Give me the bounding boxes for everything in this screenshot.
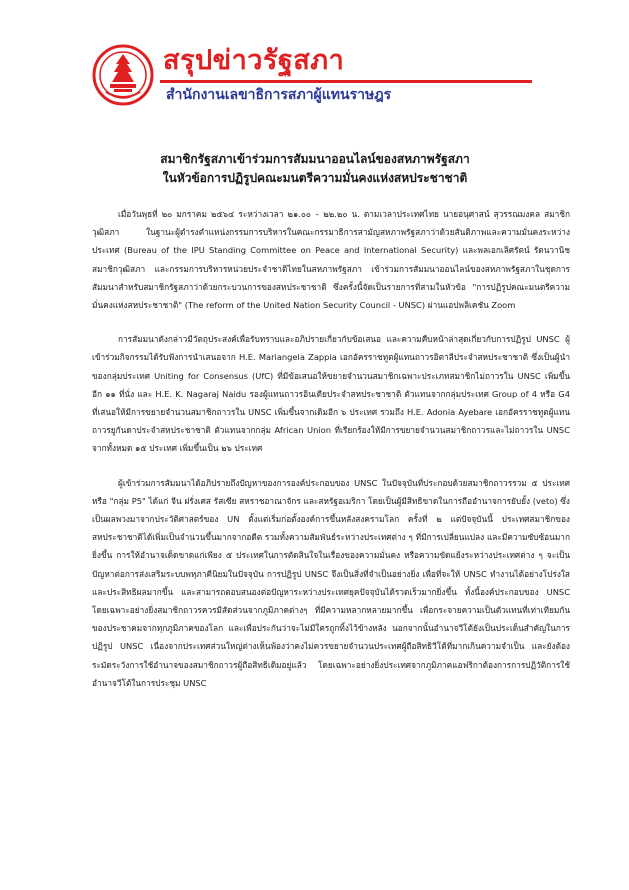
- paragraph: เมื่อวันพุธที่ ๒๐ มกราคม ๒๕๖๔ ระหว่างเวลา ๒๑.๐๐ – ๒๒.๒๐ น. ตามเวลาประเทศไทย นายอนุศาสน์ สุวรรณมงคล สมาชิกวุฒิสภา ในฐานะผู้ดำรงตำแหน่งกรรมการบริหารในคณะกรรมาธิการสามัญสหภาพรัฐสภาว่าด้วยสันติภาพและความมั่นคงระหว่างประเทศ (Bureau of the IPU Standing Committee on Peace and International Security) และพลเอกเลิศรัตน์ รัตนวานิช สมาชิกวุฒิสภา และกรรมการบริหารหน่วยประจำชาติไทยในสหภาพรัฐสภา เข้าร่วมการสัมมนาออนไลน์ของสหภาพรัฐสภาในชุดการสัมมนาสำหรับสมาชิกรัฐสภาว่าด้วยกระบวนการของสหประชาชาติ ซึ่งครั้งนี้จัดเป็นรายการที่สามในหัวข้อ "การปฏิรูปคณะมนตรีความมั่นคงแห่งสหประชาชาติ" (The reform of the United Nation Security Council - UNSC) ผ่านแอปพลิเคชัน Zoom: [92, 209, 570, 311]
- header-divider: [160, 80, 532, 83]
- document-title: [60, 150, 570, 188]
- header-title: สรุปข่าวรัฐสภา: [163, 45, 345, 76]
- paragraph: การสัมมนาดังกล่าวมีวัตถุประสงค์เพื่อรับทราบและอภิปรายเกี่ยวกับข้อเสนอ และความคืบหน้าล่าสุดเกี่ยวกับการปฏิรูป UNSC ผู้เข้าร่วมกิจกรรมได้รับฟังการนำเสนอจาก H.E. Mariangela Zappia เอกอัครราชทูตผู้แทนถาวรอิตาลีประจำสหประชาชาติ ซึ่งเป็นผู้นำของกลุ่มประเทศ Uniting for Consensus (UfC) ที่มีข้อเสนอให้ขยายจำนวนสมาชิกเฉพาะประเภทสมาชิกไม่ถาวรใน UNSC เพิ่มขึ้นอีก ๑๑ ที่นั่ง และ H.E. K. Nagaraj Naidu รองผู้แทนถาวรอินเดียประจำสหประชาชาติ ตัวแทนจากกลุ่มประเทศ Group of 4 หรือ G4 ที่เสนอให้มีการขยายจำนวนสมาชิกถาวรใน UNSC เพิ่มขึ้นจากเดิมอีก ๖ ประเทศ รวมถึง H.E. Adonia Ayebare เอกอัครราชทูตผู้แทนถาวรยูกันดาประจำสหประชาชาติ ตัวแทนจากกลุ่ม African Union ที่เรียกร้องให้มีการขยายจำนวนสมาชิกถาวรและไม่ถาวรใน UNSC จากทั้งหมด ๑๕ ประเทศ เพิ่มขึ้นเป็น ๒๖ ประเทศ: [92, 334, 570, 454]
- parliament-emblem-icon: [92, 44, 154, 106]
- document-body: [92, 205, 570, 692]
- document-title-line-2: ในหัวข้อการปฏิรูปคณะมนตรีความมั่นคงแห่งสหประชาชาติ: [162, 171, 468, 185]
- document-title-line-1: สมาชิกรัฐสภาเข้าร่วมการสัมมนาออนไลน์ของสหภาพรัฐสภา: [160, 152, 470, 166]
- header-subtitle: สำนักงานเลขาธิการสภาผู้แทนราษฎร: [166, 87, 392, 103]
- paragraph: ผู้เข้าร่วมการสัมมนาได้อภิปรายถึงปัญหาของการองค์ประกอบของ UNSC ในปัจจุบันที่ประกอบด้วยสมาชิกถาวรรวม ๕ ประเทศ หรือ "กลุ่ม P5" ได้แก่ จีน ฝรั่งเศส รัสเซีย สหราชอาณาจักร และสหรัฐอเมริกา โดยเป็นผู้มีสิทธิขาดในการถืออำนาจการยับยั้ง (veto) ซึ่งเป็นผลพวงมาจากประวัติศาสตร์ของ UN ตั้งแต่เริ่มก่อตั้งองค์การขึ้นหลังสงครามโลก ครั้งที่ ๒ แต่ปัจจุบันนี้ ประเทศสมาชิกของสหประชาชาติได้เพิ่มเป็นจำนวนขึ้นมากจากอดีต รวมทั้งความสัมพันธ์ระหว่างประเทศต่าง ๆ ที่มีการเปลี่ยนแปลง และมีความซับซ้อนมากยิ่งขึ้น การให้อำนาจเด็ดขาดแก่เพียง ๕ ประเทศในการตัดสินใจในเรื่องของความมั่นคง หรือความขัดแย้งระหว่างประเทศต่าง ๆ จะเป็นปัญหาต่อการส่งเสริมระบบพหุภาคีนิยมในปัจจุบัน การปฏิรูป UNSC จึงเป็นสิ่งที่จำเป็นอย่างยิ่ง เพื่อที่จะให้ UNSC ทำงานได้อย่างโปร่งใสและประสิทธิผลมากขึ้น และสามารถตอบสนองต่อปัญหาระหว่างประเทศยุคปัจจุบันได้รวดเร็วมากยิ่งขึ้น ทั้งนี้องค์ประกอบของ UNSC โดยเฉพาะอย่างยิ่งสมาชิกถาวรควรมีสัดส่วนจากภูมิภาคต่างๆ ที่มีความหลากหลายมากขึ้น เพื่อกระจายความเป็นตัวแทนที่เท่าเทียมกันของประชาคมจากทุกภูมิภาคของโลก และเพื่อประกันว่าจะไม่มีใครถูกทิ้งไว้ข้างหลัง นอกจากนั้นอำนาจวีโต้ยังเป็นประเด็นสำคัญในการปฏิรูป UNSC เนื่องจากประเทศส่วนใหญ่ต่างเห็นพ้องว่าคงไม่ควรขยายจำนวนประเทศผู้ถือสิทธิวีโต้ที่มากเกินความจำเป็น และยังต้องระมัดระวังการใช้อำนาจของสมาชิกถาวรผู้ถือสิทธิเดิมอยู่แล้ว โดยเฉพาะอย่างยิ่งประเทศจากภูมิภาคแอฟริกาต้องการการปฏิวัติการใช้อำนาจวีโต้ในการประชุม UNSC: [92, 477, 570, 688]
